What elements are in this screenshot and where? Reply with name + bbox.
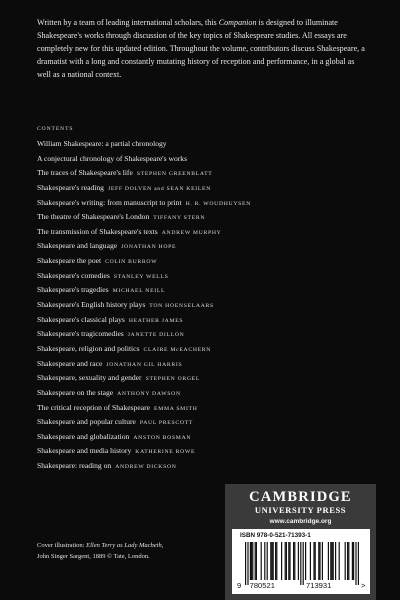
barcode-bar [286,542,287,580]
barcode-bar [353,542,354,580]
toc-entry-author: JEFF DOLVEN and SEAN KEILEN [107,185,212,192]
barcode-bar [251,542,252,580]
toc-entry-title: Shakespeare's comedies [37,270,110,280]
barcode-bar [318,542,319,580]
barcode-graphic [232,529,370,594]
toc-entry-title: Shakespeare and globalization [37,431,130,441]
toc-entry-author: ANDREW MURPHY [161,229,222,236]
credit-artist-line: John Singer Sargent, 1889 © Tate, London. [37,553,150,560]
toc-entry-title: Shakespeare and popular culture [37,417,136,427]
barcode-bar [275,542,276,580]
toc-entry-author: HEATHER JAMES [128,317,184,324]
barcode-bar [331,542,332,580]
toc-entry [37,225,377,240]
barcode-digits-right: 713931 [306,581,332,590]
toc-entry-author: ANDREW DICKSON [115,464,177,471]
barcode-bar [305,542,306,580]
barcode-bar [250,542,251,580]
barcode-panel [232,529,370,594]
toc-entry-author: ANSTON BOSMAN [133,434,192,441]
toc-entry [37,357,377,372]
barcode-bar [247,542,248,585]
barcode-bar [328,542,329,580]
barcode-bar [245,542,246,585]
barcode-bar [289,542,290,580]
barcode-bar [330,542,331,580]
credit-artwork-title: Ellen Terry as Lady Macbeth [86,542,162,549]
toc-entry-author: ANTHONY DAWSON [117,390,181,397]
contents-heading: CONTENTS [37,126,74,132]
isbn-label: ISBN 978-0-521-71393-1 [240,532,311,539]
barcode-bar [348,542,349,580]
toc-entry-title: Shakespeare and race [37,358,103,368]
toc-entry-title: Shakespeare, sexuality and gender [37,373,142,383]
credit-suffix: , [161,542,164,549]
toc-entry-title: Shakespeare on the stage [37,387,114,397]
barcode-bar [333,542,334,580]
barcode-bar [252,542,253,580]
barcode-bar [293,542,294,580]
toc-entry [37,327,377,342]
barcode-bar [271,542,272,580]
toc-entry-title: Shakespeare and media history [37,446,132,456]
barcode-bar [352,542,353,580]
toc-entry [37,415,377,430]
toc-entry [37,269,377,284]
toc-entry-title: Shakespeare, religion and politics [37,343,140,353]
toc-entry-author: JONATHAN HOPE [121,244,177,251]
barcode-bar [255,542,256,580]
publisher-block [225,484,376,600]
toc-entry-title: Shakespeare's writing: from manuscript to print [37,197,182,207]
toc-entry-title: Shakespeare: reading on [37,461,112,471]
barcode-bar [256,542,257,580]
credit-prefix: Cover illustration: [37,542,87,549]
toc-entry-author: JANETTE DILLON [127,332,185,339]
toc-entry-title: The theatre of Shakespeare's London [37,212,150,222]
barcode-bar [319,542,320,580]
toc-entry [37,137,377,152]
barcode-bar [313,542,314,580]
table-of-contents [37,137,377,474]
toc-entry [37,386,377,401]
toc-entry [37,401,377,416]
barcode-bar [288,542,289,580]
toc-entry-author: STEPHEN ORGEL [145,376,201,383]
barcode-bar [300,542,301,585]
toc-entry-author: CLAIRE McEACHERN [143,346,212,353]
toc-entry [37,371,377,386]
publisher-name-line1: CAMBRIDGE [249,489,352,505]
barcode-bar [355,542,356,585]
publisher-logo [225,490,376,515]
toc-entry [37,459,377,474]
barcode-bar [267,542,268,580]
barcode-bar [315,542,316,580]
barcode-bar [270,542,271,580]
toc-entry-author: EMMA SMITH [154,405,198,412]
barcode-bar [345,542,346,580]
toc-entry-author: COLIN BURROW [105,259,158,266]
toc-entry [37,166,377,181]
toc-entry-title: Shakespeare's classical plays [37,314,125,324]
toc-entry [37,152,377,167]
toc-entry-author: H. R. WOUDHUYSEN [185,200,252,207]
barcode-bar [358,542,359,585]
toc-entry-title: Shakespeare and language [37,241,118,251]
toc-entry-title: William Shakespeare: a partial chronology [37,139,167,148]
toc-entry-title: Shakespeare's English history plays [37,300,146,310]
barcode-digit-first: 9 [237,581,242,590]
toc-entry [37,298,377,313]
toc-entry-author: JONATHAN GIL HARRIS [106,361,183,368]
back-cover-blurb [37,16,367,81]
barcode-bar [322,542,323,580]
barcode-bar [276,542,277,580]
toc-entry-author: MICHAEL NEILL [112,288,166,295]
toc-entry [37,444,377,459]
blurb-text-start: Written by a team of leading international scholars, this [37,18,219,27]
toc-entry-author: KATHERINE ROWE [135,449,196,456]
toc-entry [37,313,377,328]
barcode-digits-left: 780521 [249,581,275,590]
toc-entry [37,430,377,445]
toc-entry-title: The transmission of Shakespeare's texts [37,226,158,236]
barcode-bar [310,542,311,580]
barcode-bar [303,542,304,585]
barcode-bar [273,542,274,580]
publisher-name-line2: UNIVERSITY PRESS [254,505,347,515]
toc-entry-title: Shakespeare's tragedies [37,285,109,295]
toc-entry [37,283,377,298]
toc-entry [37,239,377,254]
toc-entry-author: TON HOENSELAARS [149,303,214,310]
barcode-bar [294,542,295,580]
toc-entry-title: Shakespeare the poet [37,256,102,266]
toc-entry-title: Shakespeare's reading [37,182,104,192]
barcode-bar [339,542,340,580]
toc-entry-title: A conjectural chronology of Shakespeare's works [37,153,188,163]
toc-entry-author: PAUL PRESCOTT [139,420,193,427]
toc-entry [37,181,377,196]
cover-illustration-credit [37,540,237,562]
toc-entry [37,254,377,269]
barcode-quiet-zone-mark: > [361,581,366,590]
toc-entry-title: Shakespeare's tragicomedies [37,329,124,339]
toc-entry-title: The traces of Shakespeare's life [37,168,133,178]
publisher-url: www.cambridge.org [269,518,332,525]
toc-entry-author: STANLEY WELLS [113,273,169,280]
toc-entry [37,196,377,211]
toc-entry-author: STEPHEN GREENBLATT [136,171,213,178]
barcode-bar [335,542,336,580]
barcode-bar [285,542,286,580]
barcode-bar [281,542,282,580]
blurb-text-end: is designed to illuminate Shakespeare's works through discussion of the key topics of Shakespeare studies. All essays are completely new for this updated edition. Throughout the volume, contributors discuss Shakespeare, a dramatist with a long and constantly mutating history of reception and performance, in a global as well as a national context. [37,18,365,79]
toc-entry [37,210,377,225]
barcode-bar [264,542,265,580]
barcode-bar [298,542,299,580]
blurb-italic-title: Companion [218,18,257,27]
barcode-bar [261,542,262,580]
barcode-bar [347,542,348,580]
toc-entry [37,342,377,357]
toc-entry-author: TIFFANY STERN [153,215,206,222]
toc-entry-title: The critical reception of Shakespeare [37,402,151,412]
